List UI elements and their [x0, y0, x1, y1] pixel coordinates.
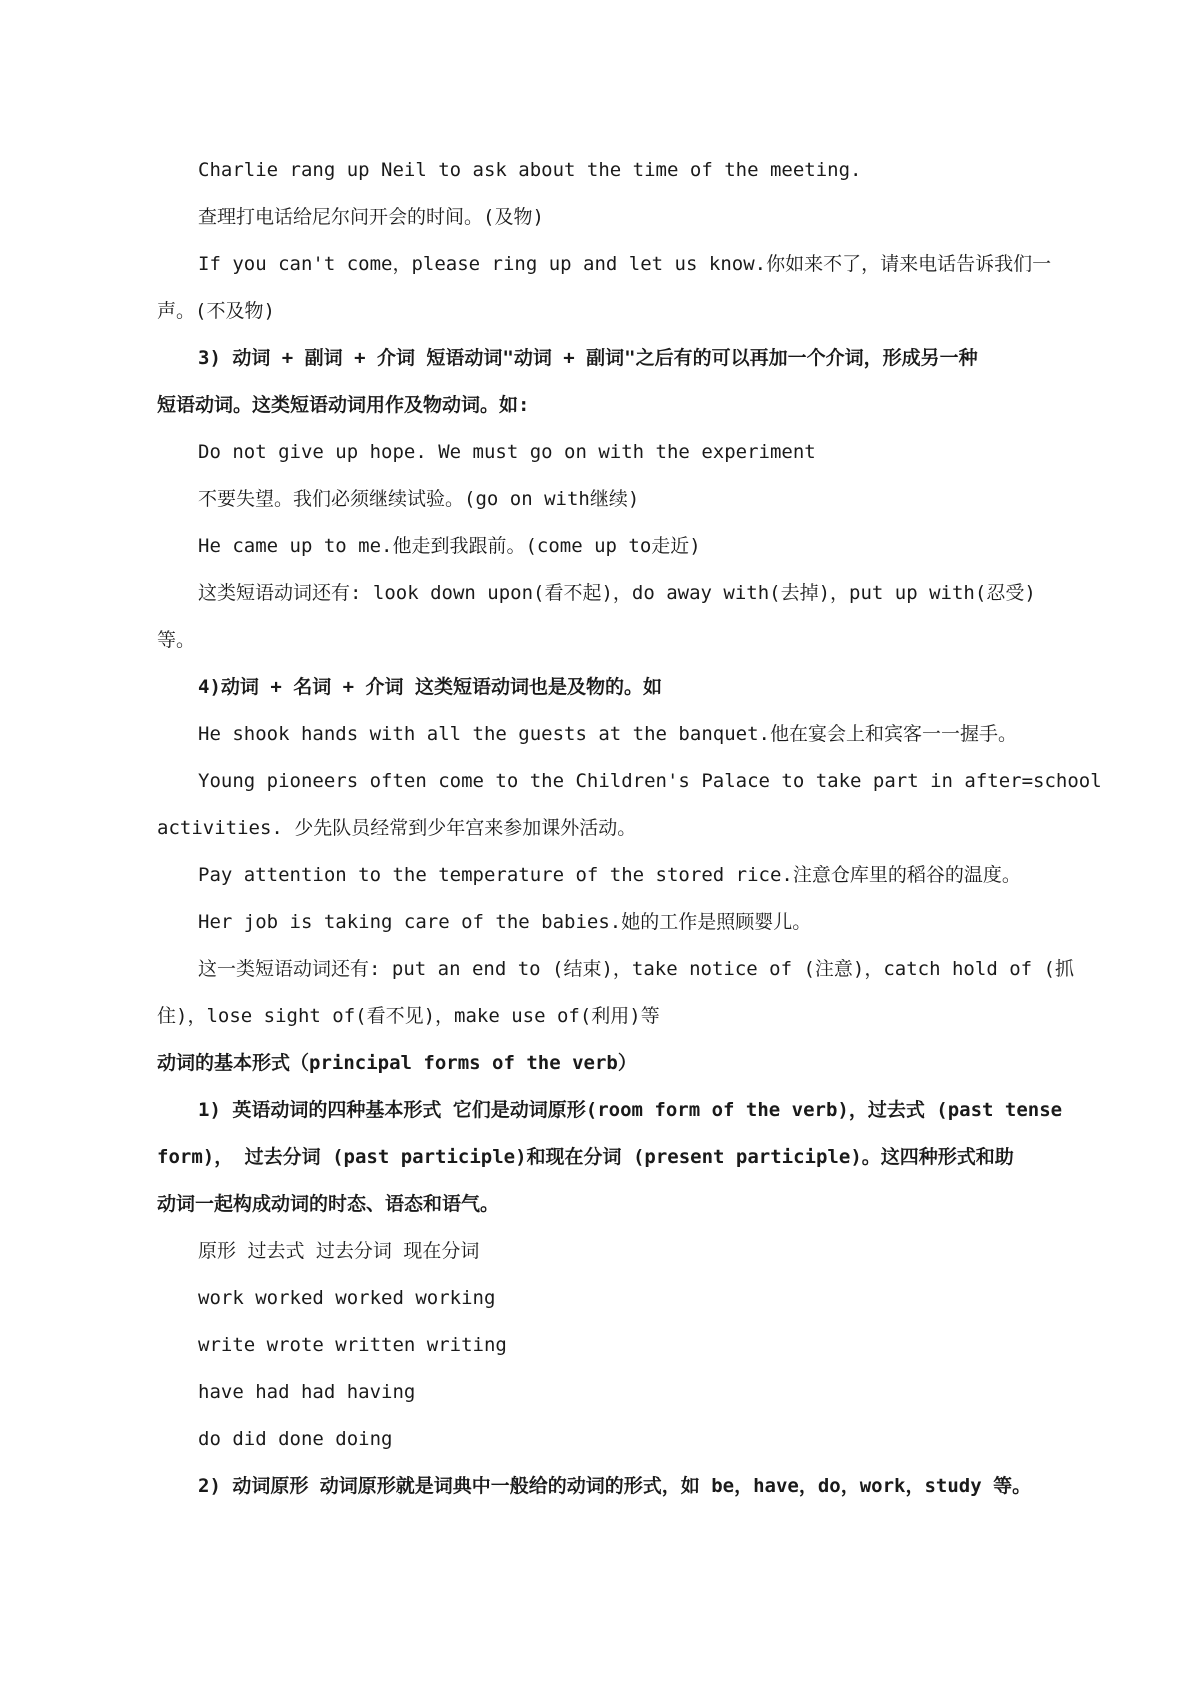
verb-forms-row: write wrote written writing [198, 1334, 507, 1356]
verb-forms-row: do did done doing [198, 1428, 393, 1450]
example-continuation: 声。(不及物) [157, 300, 275, 322]
section-heading-3: 3) 动词 + 副词 + 介词 短语动词"动词 + 副词"之后有的可以再加一个介词，形成另一种 [198, 347, 978, 369]
example-sentence: Pay attention to the temperature of the stored rice.注意仓库里的稻谷的温度。 [198, 864, 1021, 886]
example-sentence: If you can't come，please ring up and let us know.你如来不了，请来电话告诉我们一 [198, 253, 1052, 275]
example-continuation: activities. 少先队员经常到少年宫来参加课外活动。 [157, 817, 637, 839]
example-sentence: He came up to me.他走到我跟前。(come up to走近) [198, 535, 701, 557]
verb-forms-header: 原形 过去式 过去分词 现在分词 [198, 1240, 480, 1262]
section-heading-4: 4)动词 + 名词 + 介词 这类短语动词也是及物的。如 [198, 676, 662, 698]
verb-forms-row: have had had having [198, 1381, 416, 1403]
example-sentence: Do not give up hope. We must go on with the experiment [198, 441, 816, 463]
phrase-list-continuation: 住)，lose sight of(看不见)，make use of(利用)等 [157, 1005, 660, 1027]
phrase-list: 这一类短语动词还有: put an end to (结束)，take notice of (注意)，catch hold of (抓 [198, 958, 1074, 980]
example-sentence: Her job is taking care of the babies.她的工作是照顾婴儿。 [198, 911, 812, 933]
example-translation: 查理打电话给尼尔问开会的时间。(及物) [198, 206, 544, 228]
example-sentence: He shook hands with all the guests at the banquet.他在宴会上和宾客一一握手。 [198, 723, 1017, 745]
phrase-list: 这类短语动词还有: look down upon(看不起)，do away with(去掉)，put up with(忍受) [198, 582, 1036, 604]
section-heading-3-continuation: 短语动词。这类短语动词用作及物动词。如: [157, 394, 530, 416]
section-heading-1-continuation: 动词一起构成动词的时态、语态和语气。 [157, 1193, 500, 1215]
example-translation: 不要失望。我们必须继续试验。(go on with继续) [198, 488, 640, 510]
section-heading-1-continuation: form)， 过去分词 (past participle)和现在分词 (present participle)。这四种形式和助 [157, 1146, 1014, 1168]
verb-forms-row: work worked worked working [198, 1287, 496, 1309]
example-sentence: Charlie rang up Neil to ask about the time of the meeting. [198, 159, 862, 181]
phrase-list-continuation: 等。 [157, 629, 196, 651]
chapter-heading: 动词的基本形式（principal forms of the verb） [157, 1052, 637, 1074]
section-heading-2: 2) 动词原形 动词原形就是词典中一般给的动词的形式，如 be，have，do，work，study 等。 [198, 1475, 1032, 1497]
example-sentence: Young pioneers often come to the Children's Palace to take part in after=school [198, 770, 1102, 792]
section-heading-1: 1) 英语动词的四种基本形式 它们是动词原形(room form of the verb)，过去式 (past tense [198, 1099, 1063, 1121]
